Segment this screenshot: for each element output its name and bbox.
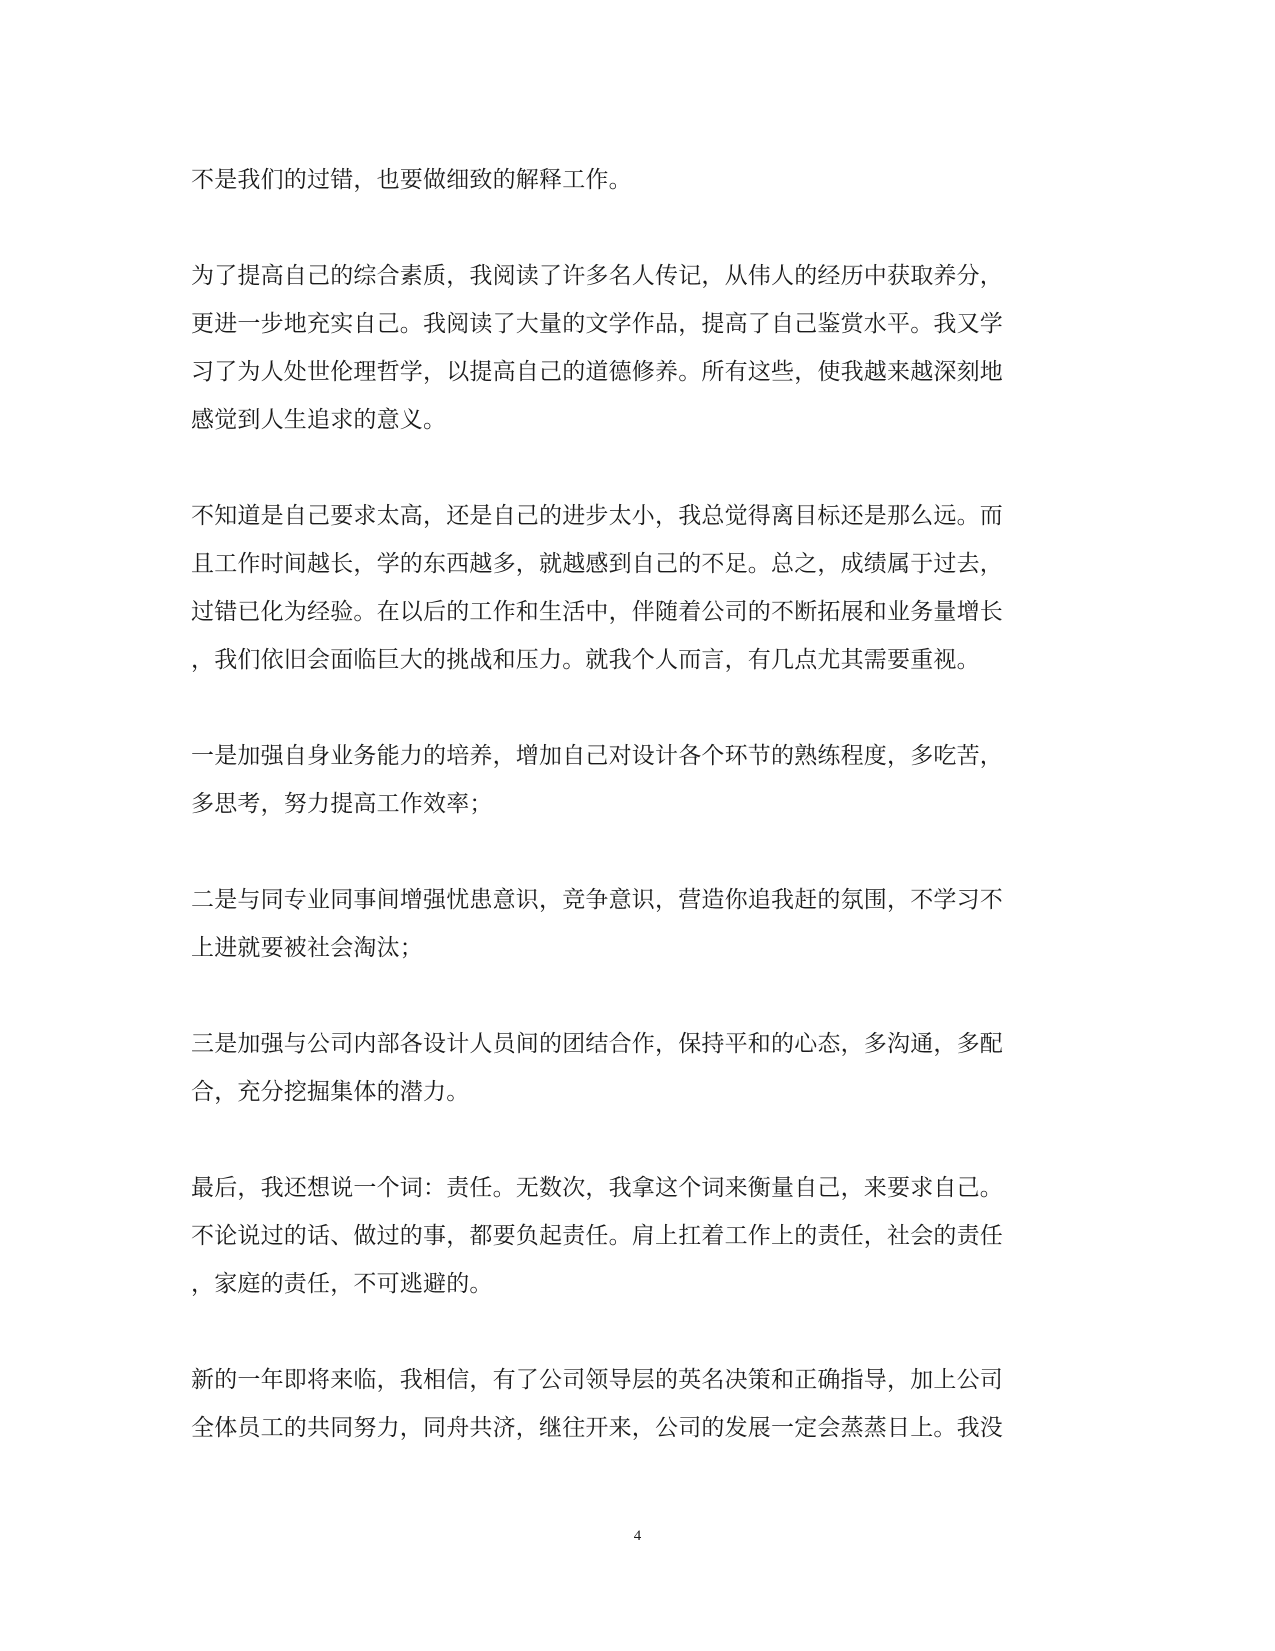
text-line: ，家庭的责任，不可逃避的。 — [191, 1271, 493, 1297]
text-line: 过错已化为经验。在以后的工作和生活中，伴随着公司的不断拓展和业务量增长 — [191, 599, 1003, 625]
text-line: 新的一年即将来临，我相信，有了公司领导层的英名决策和正确指导，加上公司 — [191, 1367, 1003, 1393]
paragraph — [191, 1356, 1071, 1452]
paragraph — [191, 492, 1071, 684]
paragraph — [191, 876, 1071, 972]
text-line: 上进就要被社会淘汰； — [191, 935, 423, 961]
text-line: 不论说过的话、做过的事，都要负起责任。肩上扛着工作上的责任，社会的责任 — [191, 1223, 1003, 1249]
paragraph — [191, 1164, 1071, 1308]
paragraph — [191, 732, 1071, 828]
paragraph — [191, 1020, 1071, 1116]
document-body — [191, 156, 1071, 1500]
page-number: 4 — [633, 1528, 642, 1544]
text-line: 不知道是自己要求太高，还是自己的进步太小，我总觉得离目标还是那么远。而 — [191, 503, 1003, 529]
text-line: ，我们依旧会面临巨大的挑战和压力。就我个人而言，有几点尤其需要重视。 — [191, 647, 980, 673]
text-line: 全体员工的共同努力，同舟共济，继往开来，公司的发展一定会蒸蒸日上。我没 — [191, 1415, 1003, 1441]
text-line: 不是我们的过错，也要做细致的解释工作。 — [191, 167, 632, 193]
text-line: 最后，我还想说一个词：责任。无数次，我拿这个词来衡量自己，来要求自己。 — [191, 1175, 1003, 1201]
text-line: 多思考，努力提高工作效率； — [191, 791, 493, 817]
text-line: 三是加强与公司内部各设计人员间的团结合作，保持平和的心态，多沟通，多配 — [191, 1031, 1003, 1057]
text-line: 合，充分挖掘集体的潜力。 — [191, 1079, 470, 1105]
text-line: 感觉到人生追求的意义。 — [191, 407, 447, 433]
text-line: 更进一步地充实自己。我阅读了大量的文学作品，提高了自己鉴赏水平。我又学 — [191, 311, 1003, 337]
text-line: 二是与同专业同事间增强忧患意识，竞争意识，营造你追我赶的氛围，不学习不 — [191, 887, 1003, 913]
text-line: 且工作时间越长，学的东西越多，就越感到自己的不足。总之，成绩属于过去， — [191, 551, 1003, 577]
text-line: 一是加强自身业务能力的培养，增加自己对设计各个环节的熟练程度，多吃苦， — [191, 743, 1003, 769]
text-line: 为了提高自己的综合素质，我阅读了许多名人传记，从伟人的经历中获取养分， — [191, 263, 1003, 289]
paragraph — [191, 252, 1071, 444]
text-line: 习了为人处世伦理哲学，以提高自己的道德修养。所有这些，使我越来越深刻地 — [191, 359, 1003, 385]
paragraph — [191, 156, 1071, 204]
